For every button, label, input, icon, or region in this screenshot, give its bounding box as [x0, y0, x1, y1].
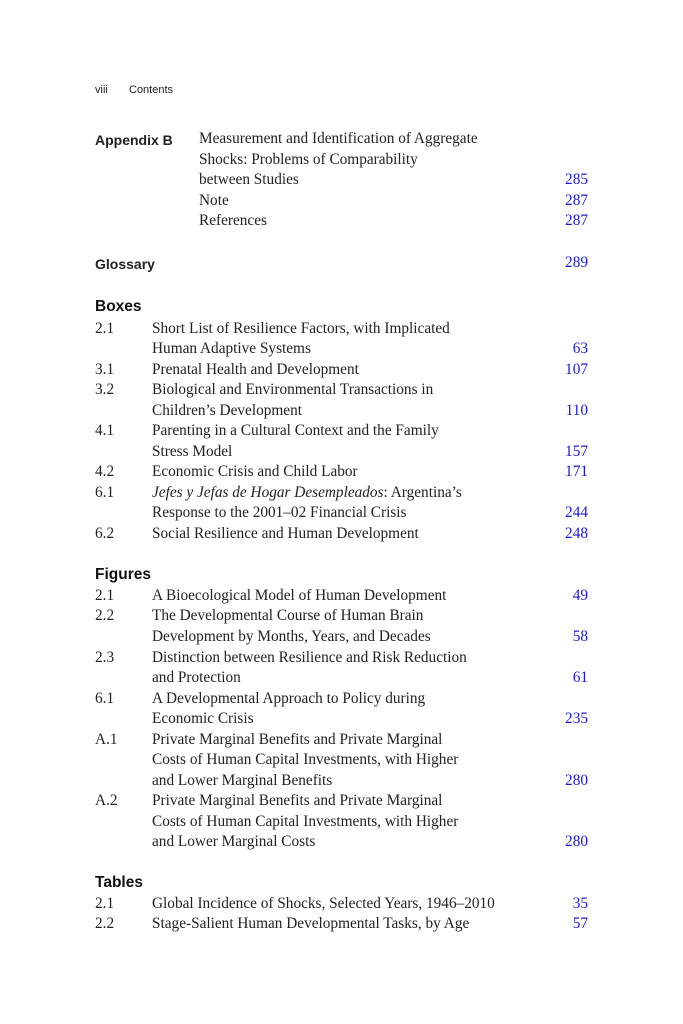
figure-title: and Protection: [152, 669, 241, 686]
table-number: 2.2: [95, 915, 115, 932]
box-title: [152, 483, 462, 504]
figure-number: 2.3: [95, 649, 115, 666]
box-number: 4.1: [95, 422, 115, 439]
box-title: Response to the 2001–02 Financial Crisis: [152, 504, 407, 521]
figure-title: and Lower Marginal Costs: [152, 833, 316, 850]
running-title: Contents: [129, 84, 174, 96]
figure-page[interactable]: 58: [572, 628, 588, 645]
box-title-italic: Jefes y Jefas de Hogar Desempleados: [152, 484, 384, 501]
figure-page[interactable]: 61: [572, 669, 588, 686]
figure-title: The Developmental Course of Human Brain: [152, 607, 424, 624]
figure-page[interactable]: 49: [572, 587, 588, 604]
box-number: 6.1: [95, 484, 115, 501]
box-number: 4.2: [95, 463, 115, 480]
box-title: Short List of Resilience Factors, with Implicated: [152, 320, 450, 337]
figure-title: Private Marginal Benefits and Private Marginal: [152, 792, 443, 809]
figure-title: A Developmental Approach to Policy during: [152, 690, 426, 707]
glossary-page[interactable]: 289: [565, 254, 588, 271]
box-number: 3.1: [95, 361, 115, 378]
note-page[interactable]: 287: [565, 192, 588, 209]
box-title: Children’s Development: [152, 402, 302, 419]
figure-number: A.2: [95, 792, 118, 809]
running-header: [95, 84, 173, 96]
boxes-heading: Boxes: [95, 298, 142, 315]
figure-number: 2.2: [95, 607, 115, 624]
box-title: Social Resilience and Human Development: [152, 525, 419, 542]
table-page[interactable]: 35: [572, 895, 588, 912]
appendix-b-note: Note: [199, 192, 229, 209]
appendix-b-line: Shocks: Problems of Comparability: [199, 151, 418, 168]
table-page[interactable]: 57: [572, 915, 588, 932]
appendix-b-line: between Studies: [199, 171, 299, 188]
tables-heading: Tables: [95, 874, 143, 891]
page-number: viii: [95, 84, 108, 96]
table-title: Global Incidence of Shocks, Selected Years, 1946–2010: [152, 895, 495, 912]
references-page[interactable]: 287: [565, 212, 588, 229]
box-title: Stress Model: [152, 443, 233, 460]
figure-page[interactable]: 280: [565, 833, 588, 850]
box-title: Prenatal Health and Development: [152, 361, 359, 378]
figure-title: Development by Months, Years, and Decades: [152, 628, 431, 645]
box-page[interactable]: 248: [565, 525, 588, 542]
appendix-b-references: References: [199, 212, 267, 229]
box-page[interactable]: 157: [565, 443, 588, 460]
box-title-rest: : Argentina’s: [383, 484, 462, 501]
figure-number: A.1: [95, 731, 118, 748]
figure-page[interactable]: 280: [565, 772, 588, 789]
box-number: 2.1: [95, 320, 115, 337]
figure-number: 2.1: [95, 587, 115, 604]
appendix-b-page[interactable]: 285: [565, 171, 588, 188]
figure-title: and Lower Marginal Benefits: [152, 772, 333, 789]
appendix-b-label: Appendix B: [95, 132, 173, 148]
figure-title: Costs of Human Capital Investments, with Higher: [152, 813, 459, 830]
box-page[interactable]: 107: [565, 361, 588, 378]
box-number: 3.2: [95, 381, 115, 398]
box-title: Biological and Environmental Transactions in: [152, 381, 434, 398]
table-number: 2.1: [95, 895, 115, 912]
glossary-label: Glossary: [95, 256, 155, 272]
table-title: Stage-Salient Human Developmental Tasks, by Age: [152, 915, 470, 932]
box-title: Economic Crisis and Child Labor: [152, 463, 358, 480]
figure-title: Distinction between Resilience and Risk Reduction: [152, 649, 467, 666]
box-page[interactable]: 171: [565, 463, 588, 480]
box-number: 6.2: [95, 525, 115, 542]
figure-page[interactable]: 235: [565, 710, 588, 727]
figure-title: Private Marginal Benefits and Private Marginal: [152, 731, 443, 748]
box-title: Human Adaptive Systems: [152, 340, 311, 357]
box-page[interactable]: 63: [572, 340, 588, 357]
box-title: Parenting in a Cultural Context and the Family: [152, 422, 439, 439]
figure-title: Costs of Human Capital Investments, with Higher: [152, 751, 459, 768]
figures-heading: Figures: [95, 566, 151, 583]
figure-title: A Bioecological Model of Human Development: [152, 587, 447, 604]
appendix-b-line: Measurement and Identification of Aggregate: [199, 130, 478, 147]
figure-number: 6.1: [95, 690, 115, 707]
box-page[interactable]: 110: [565, 402, 588, 419]
box-page[interactable]: 244: [565, 504, 588, 521]
figure-title: Economic Crisis: [152, 710, 254, 727]
